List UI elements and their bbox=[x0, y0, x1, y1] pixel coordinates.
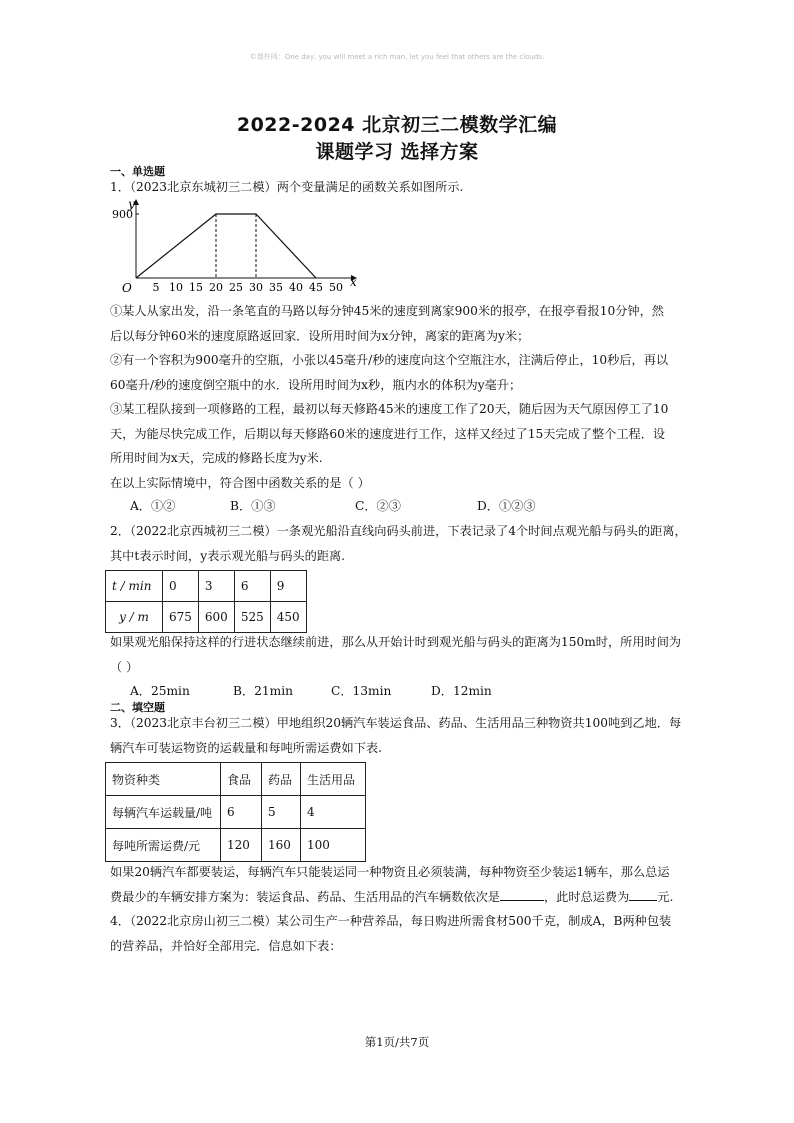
q2-question-line1: 如果观光船保持这样的行进状态继续前进，那么从开始计时到观光船与码头的距离为150m时，所用时间为 bbox=[110, 635, 682, 649]
table-cell: y / m bbox=[106, 602, 163, 633]
q3-text-b: ，此时总运费为 bbox=[544, 889, 630, 904]
x-tick-label: 40 bbox=[289, 281, 303, 294]
q2-choice-a[interactable]: A．25min bbox=[130, 684, 190, 698]
table-cell: 食品 bbox=[221, 763, 262, 796]
q2-table bbox=[105, 570, 307, 633]
table-row bbox=[106, 763, 366, 796]
table-cell: 每吨所需运费/元 bbox=[106, 829, 221, 862]
table-cell: 药品 bbox=[262, 763, 301, 796]
x-axis-label: x bbox=[350, 275, 357, 289]
q3-question-line2 bbox=[110, 885, 688, 910]
q2-stem-line2: 其中t表示时间，y表示观光船与码头的距离. bbox=[110, 548, 346, 563]
x-tick-label: 50 bbox=[329, 281, 343, 294]
x-tick-label: 10 bbox=[169, 281, 183, 294]
q1-question: 在以上实际情境中，符合图中函数关系的是（ ） bbox=[110, 475, 370, 490]
x-tick-label: 35 bbox=[269, 281, 283, 294]
page-title: 2022-2024 北京初三二模数学汇编 bbox=[236, 114, 558, 136]
q4-stem-line1: 4．（2022北京房山初三二模）某公司生产一种营养品，每日购进所需食材500千克，制成A，B两种包装 bbox=[110, 914, 672, 928]
table-cell: 5 bbox=[262, 796, 301, 829]
x-tick-label: 45 bbox=[309, 281, 323, 294]
q3-blank-vehicles[interactable] bbox=[500, 886, 544, 901]
table-cell: 450 bbox=[270, 602, 306, 633]
q3-question-line1: 如果20辆汽车都要装运，每辆汽车只能装运同一种物资且必须装满，每种物资至少装运1辆车，那么总运 bbox=[110, 865, 670, 879]
table-cell: 9 bbox=[270, 571, 306, 602]
x-tick-label: 25 bbox=[229, 281, 243, 294]
q3-stem-line2: 辆汽车可装运物资的运载量和每吨所需运费如下表. bbox=[110, 740, 382, 755]
table-row bbox=[106, 571, 307, 602]
table-cell: 每辆汽车运载量/吨 bbox=[106, 796, 221, 829]
table-cell: 6 bbox=[234, 571, 270, 602]
q2-choice-d[interactable]: D．12min bbox=[431, 684, 492, 698]
q1-choice-a[interactable]: A．①② bbox=[130, 499, 176, 513]
q1-scenario-3-line2: 天，为能尽快完成工作，后期以每天修路60米的速度进行工作，这样又经过了15天完成了整个工程．设 bbox=[110, 426, 666, 441]
q1-scenario-3-line3: 所用时间为x天，完成的修路长度为y米. bbox=[110, 451, 323, 465]
table-row bbox=[106, 796, 366, 829]
x-tick-label: 15 bbox=[189, 281, 203, 294]
table-cell: 生活用品 bbox=[301, 763, 366, 796]
q3-stem-line1: 3．（2023北京丰台初三二模）甲地组织20辆汽车装运食品、药品、生活用品三种物资共100吨到乙地．每 bbox=[110, 716, 682, 730]
q3-text-c: 元. bbox=[657, 889, 674, 904]
q4-stem-line2: 的营养品，并恰好全部用完．信息如下表： bbox=[110, 938, 342, 953]
page-subtitle: 课题学习 选择方案 bbox=[315, 141, 479, 163]
table-row bbox=[106, 829, 366, 862]
page-footer: 第1页/共7页 bbox=[364, 1035, 430, 1049]
x-tick-label: 30 bbox=[249, 281, 263, 294]
table-cell: 600 bbox=[198, 602, 234, 633]
q1-choices bbox=[130, 495, 536, 517]
q1-scenario-2-line1: ②有一个容积为900毫升的空瓶，小张以45毫升/秒的速度向这个空瓶注水，注满后停止，10秒后，再以 bbox=[110, 353, 669, 367]
q1-scenario-1-line1: ①某人从家出发，沿一条笔直的马路以每分钟45米的速度到离家900米的报亭，在报亭看报10分钟，然 bbox=[110, 304, 664, 318]
table-cell: 675 bbox=[163, 602, 199, 633]
table-cell: 6 bbox=[221, 796, 262, 829]
q2-stem-line1: 2．（2022北京西城初三二模）一条观光船沿直线向码头前进，下表记录了4个时间点观光船与码头的距离， bbox=[110, 524, 687, 538]
section-single-choice: 一、单选题 bbox=[110, 165, 165, 178]
table-cell: 100 bbox=[301, 829, 366, 862]
table-cell: 3 bbox=[198, 571, 234, 602]
function-polyline bbox=[136, 214, 316, 278]
section-fill-blank: 二、填空题 bbox=[110, 701, 165, 714]
q2-question-line2: （ ） bbox=[110, 659, 139, 674]
table-cell: t / min bbox=[106, 571, 163, 602]
q2-choice-c[interactable]: C．13min bbox=[331, 684, 392, 698]
x-tick-label: 5 bbox=[152, 281, 160, 294]
q3-table bbox=[105, 762, 366, 862]
q1-choice-d[interactable]: D．①②③ bbox=[477, 499, 536, 513]
q1-scenario-3-line1: ③某工程队接到一项修路的工程，最初以每天修路45米的速度工作了20天，随后因为天气原因停工了10 bbox=[110, 402, 669, 416]
table-cell: 0 bbox=[163, 571, 199, 602]
table-cell: 160 bbox=[262, 829, 301, 862]
y-axis-label: y bbox=[128, 197, 135, 211]
table-cell: 物资种类 bbox=[106, 763, 221, 796]
q1-stem: 1．（2023北京东城初三二模）两个变量满足的函数关系如图所示. bbox=[110, 180, 464, 194]
table-cell: 525 bbox=[234, 602, 270, 633]
table-row bbox=[106, 602, 307, 633]
q1-scenario-1-line2: 后以每分钟60米的速度原路返回家．设所用时间为x分钟，离家的距离为y米； bbox=[110, 328, 530, 343]
y-tick-label: 900 bbox=[112, 208, 133, 221]
table-cell: 120 bbox=[221, 829, 262, 862]
q2-choice-b[interactable]: B．21min bbox=[233, 684, 293, 698]
q3-text-a: 费最少的车辆安排方案为：装运食品、药品、生活用品的汽车辆数依次是 bbox=[110, 889, 500, 904]
q1-choice-b[interactable]: B．①③ bbox=[230, 499, 276, 513]
q1-function-graph bbox=[112, 196, 372, 296]
table-cell: 4 bbox=[301, 796, 366, 829]
q3-blank-cost[interactable] bbox=[629, 886, 657, 901]
origin-label: O bbox=[122, 281, 132, 295]
watermark: ©课件网：One day, you will meet a rich man, let you feel that others are the clouds. bbox=[249, 53, 545, 61]
x-tick-label: 20 bbox=[209, 281, 223, 294]
q1-choice-c[interactable]: C．②③ bbox=[355, 499, 401, 513]
q1-scenario-2-line2: 60毫升/秒的速度倒空瓶中的水．设所用时间为x秒，瓶内水的体积为y毫升； bbox=[110, 377, 522, 392]
q2-choices bbox=[130, 680, 492, 702]
